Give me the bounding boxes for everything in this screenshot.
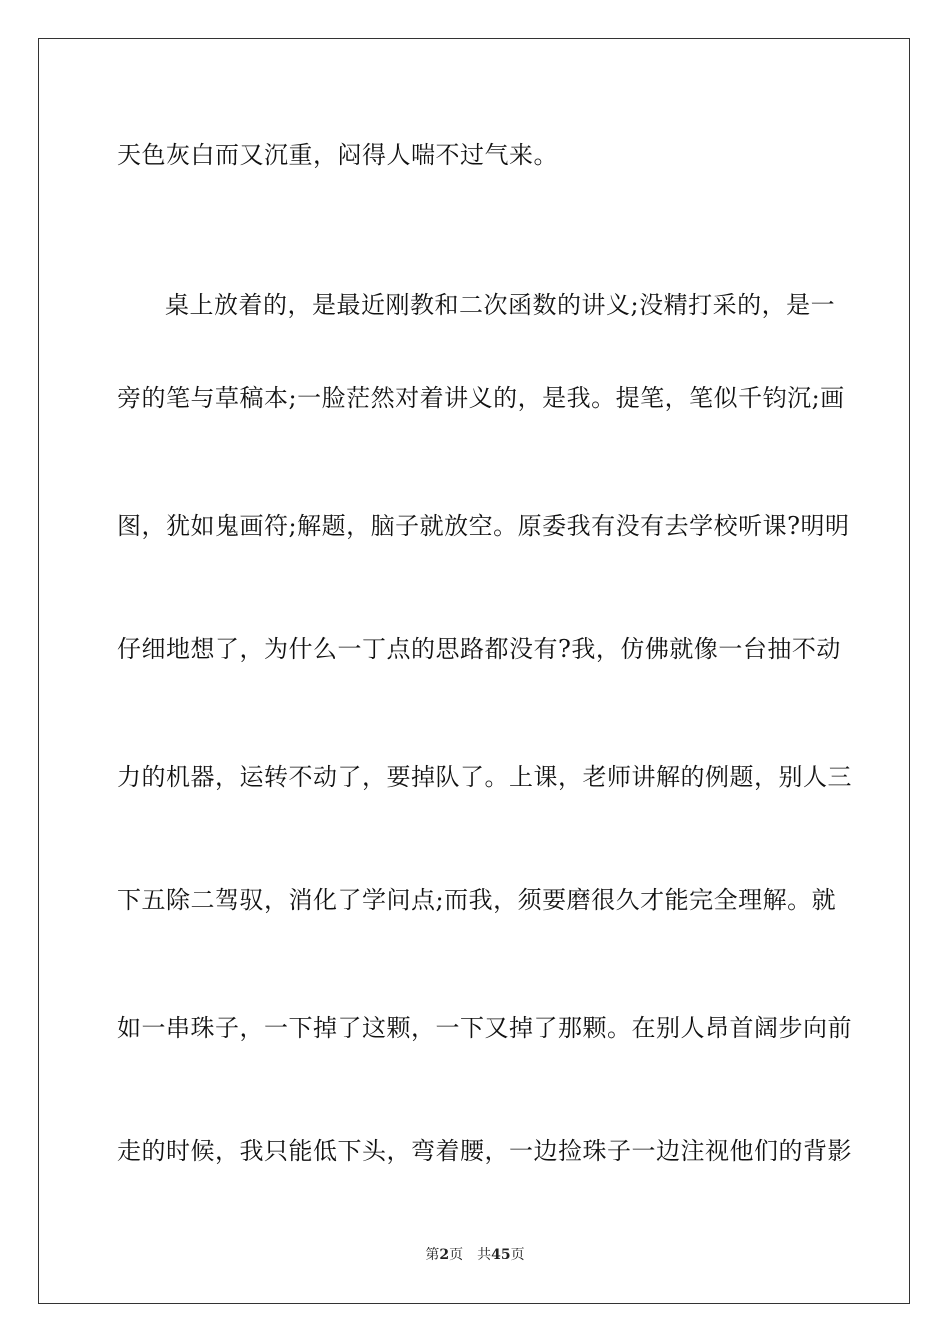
text-line: 仔细地想了，为什么一丁点的思路都没有?我，仿佛就像一台抽不动 (117, 635, 841, 663)
page-footer (0, 1245, 950, 1265)
text-line: 如一串珠子，一下掉了这颗，一下又掉了那颗。在别人昂首阔步向前 (117, 1014, 852, 1042)
page-border (38, 38, 910, 1304)
total-suffix: 页 (510, 1247, 525, 1263)
paragraph-first-line: 桌上放着的，是最近刚教和二次函数的讲义;没精打采的，是一 (165, 291, 836, 319)
page-suffix: 页 (449, 1247, 464, 1263)
total-pages: 45 (491, 1247, 511, 1263)
text-line: 力的机器，运转不动了，要掉队了。上课，老师讲解的例题，别人三 (117, 763, 852, 791)
total-prefix: 共 (477, 1247, 492, 1263)
text-line: 旁的笔与草稿本;一脸茫然对着讲义的，是我。提笔，笔似千钧沉;画 (117, 384, 845, 412)
page-prefix: 第 (425, 1247, 440, 1263)
page-number: 2 (439, 1247, 450, 1263)
text-line: 走的时候，我只能低下头，弯着腰，一边捡珠子一边注视他们的背影 (117, 1137, 852, 1165)
text-line: 图，犹如鬼画符;解题，脑子就放空。原委我有没有去学校听课?明明 (117, 512, 850, 540)
text-line: 下五除二驾驭，消化了学问点;而我，须要磨很久才能完全理解。就 (117, 886, 837, 914)
text-line: 天色灰白而又沉重，闷得人喘不过气来。 (117, 141, 558, 169)
